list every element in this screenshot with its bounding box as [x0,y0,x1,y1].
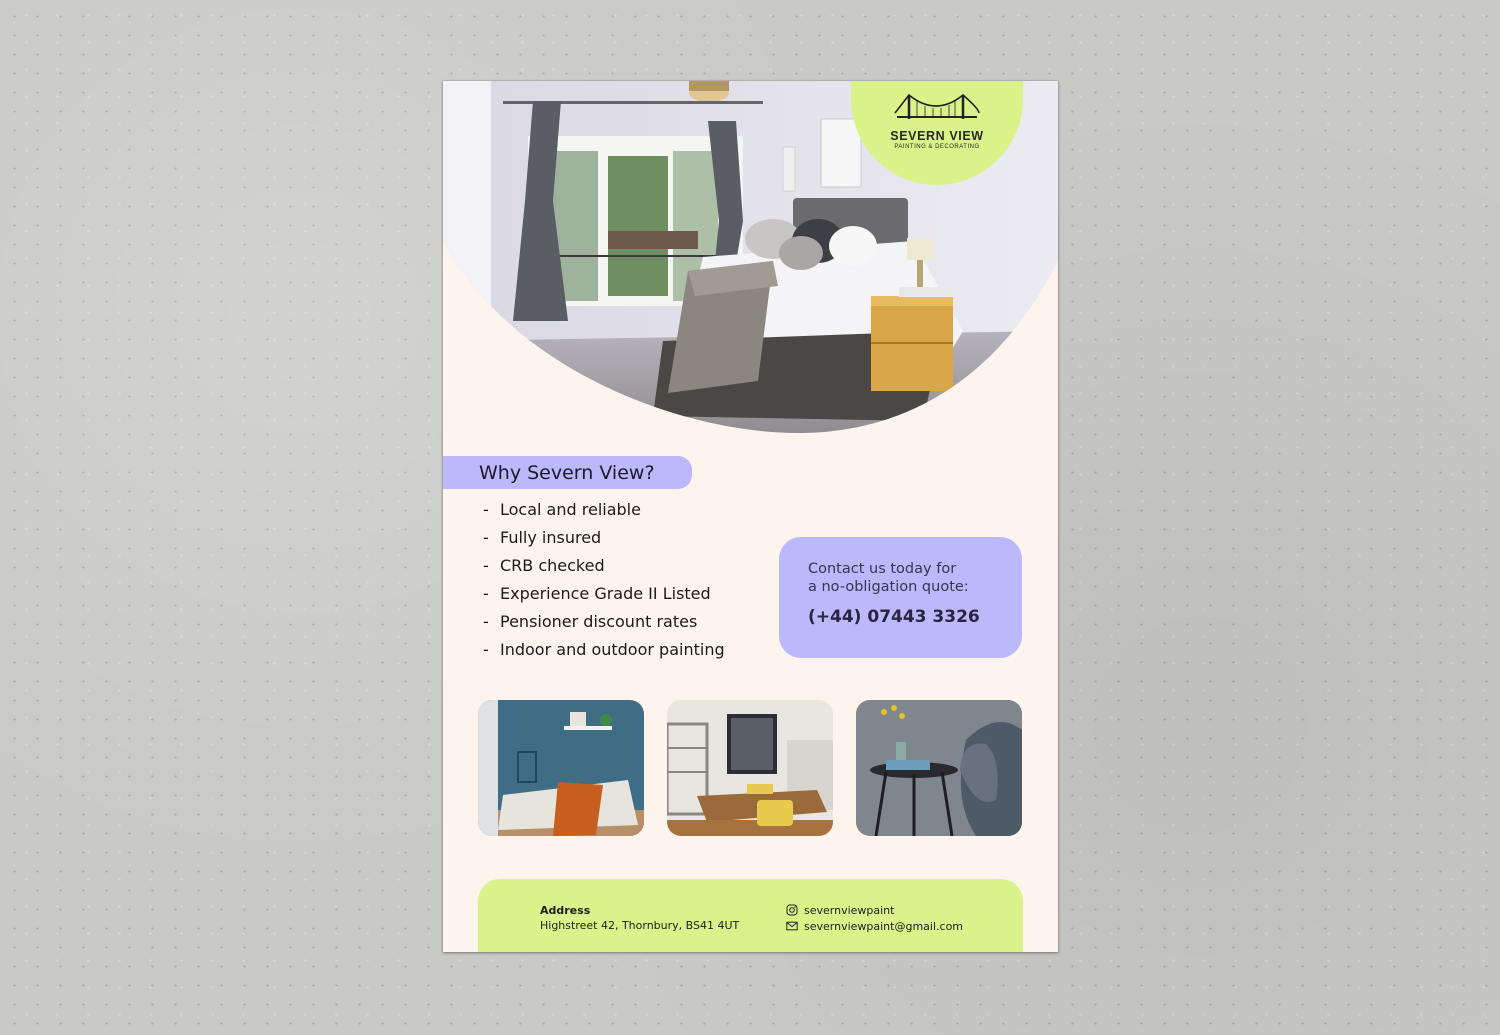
footer-panel [478,879,1023,952]
benefits-title: Why Severn View? [479,462,655,484]
instagram-icon [786,904,798,916]
contact-text-line-2: a no-obligation quote: [808,579,969,595]
mail-icon [786,920,798,932]
gallery-thumb-side-table [856,700,1022,836]
benefit-item: - Indoor and outdoor painting [483,640,725,659]
contact-phone[interactable]: (+44) 07443 3326 [808,607,980,627]
contact-text-line-1: Contact us today for [808,561,957,577]
brand-name: SEVERN VIEW [890,129,984,143]
benefits-list [483,499,725,667]
gallery-thumb-office [667,700,833,836]
flyer [443,81,1058,952]
benefit-item: - Pensioner discount rates [483,612,698,631]
benefit-item: - Fully insured [483,528,602,547]
benefit-item: - CRB checked [483,556,605,575]
instagram-handle: severnviewpaint [804,903,895,917]
benefit-item: - Experience Grade II Listed [483,584,711,603]
address-label: Address [540,904,591,917]
email-address: severnviewpaint@gmail.com [804,919,964,933]
benefits-heading-pill [443,456,692,489]
brand-tagline: PAINTING & DECORATING [894,144,980,150]
email-link[interactable] [786,919,963,933]
contact-card [779,537,1022,658]
suspension-bridge-icon [893,91,981,127]
benefit-item: - Local and reliable [483,500,641,519]
instagram-link[interactable] [786,903,894,917]
address-value: Highstreet 42, Thornbury, BS41 4UT [540,919,740,932]
gallery-thumb-bedroom [478,700,644,836]
